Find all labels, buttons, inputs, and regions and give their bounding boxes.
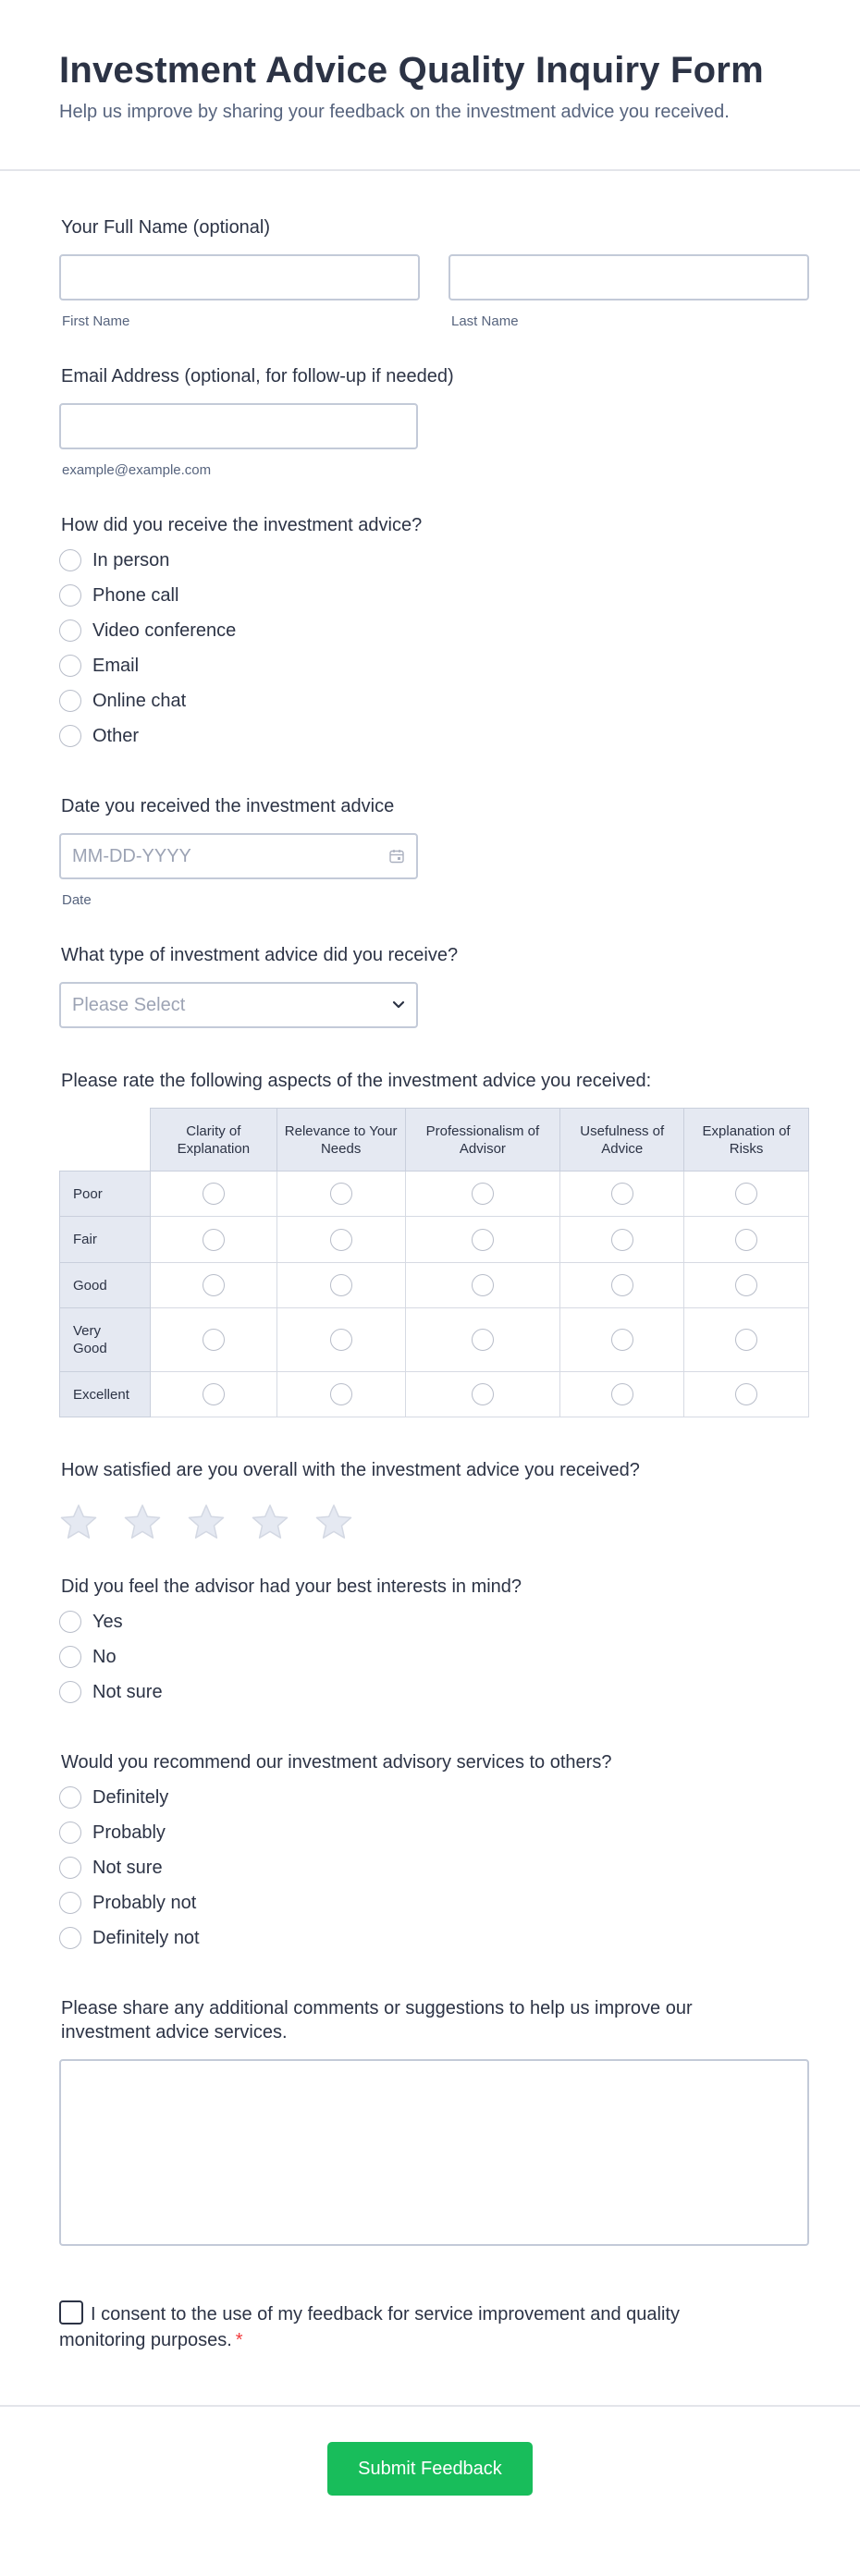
- matrix-radio[interactable]: [611, 1183, 633, 1205]
- radio-option[interactable]: [59, 1674, 809, 1710]
- full-name-label: Your Full Name (optional): [61, 217, 271, 238]
- matrix-column-header: Explanation of Risks: [684, 1109, 809, 1171]
- radio-circle[interactable]: [59, 725, 81, 747]
- required-mark: *: [235, 2330, 243, 2350]
- matrix-cell[interactable]: [405, 1217, 560, 1263]
- matrix-radio[interactable]: [472, 1329, 494, 1351]
- matrix-radio[interactable]: [330, 1274, 352, 1296]
- satisfaction-section: [59, 1417, 809, 1541]
- matrix-radio[interactable]: [472, 1274, 494, 1296]
- matrix-radio[interactable]: [330, 1229, 352, 1251]
- form-header: [0, 0, 860, 171]
- comments-textarea[interactable]: [59, 2059, 809, 2246]
- star-icon[interactable]: [187, 1503, 226, 1541]
- matrix-cell[interactable]: [150, 1217, 276, 1263]
- consent-section: [59, 2246, 809, 2353]
- radio-option-label: Probably: [92, 1822, 166, 1843]
- radio-option-label: In person: [92, 549, 170, 570]
- matrix-cell[interactable]: [560, 1308, 684, 1372]
- radio-option-label: No: [92, 1646, 117, 1667]
- radio-circle[interactable]: [59, 690, 81, 712]
- radio-option[interactable]: [59, 683, 809, 718]
- star-icon[interactable]: [314, 1503, 353, 1541]
- radio-option[interactable]: [59, 1920, 809, 1956]
- advice-type-select[interactable]: [59, 982, 418, 1028]
- chevron-down-icon: [392, 1000, 405, 1010]
- matrix-row: [60, 1217, 809, 1263]
- matrix-row-header: Excellent: [60, 1372, 151, 1417]
- matrix-row: [60, 1171, 809, 1217]
- radio-option[interactable]: [59, 613, 809, 648]
- matrix-cell[interactable]: [684, 1217, 809, 1263]
- matrix-cell[interactable]: [150, 1308, 276, 1372]
- radio-option[interactable]: [59, 578, 809, 613]
- radio-circle[interactable]: [59, 1857, 81, 1879]
- radio-circle[interactable]: [59, 1646, 81, 1668]
- matrix-radio[interactable]: [203, 1183, 225, 1205]
- radio-circle[interactable]: [59, 549, 81, 571]
- radio-option-label: Online chat: [92, 690, 187, 711]
- matrix-cell[interactable]: [276, 1171, 405, 1217]
- matrix-cell[interactable]: [684, 1171, 809, 1217]
- comments-section: [59, 1956, 809, 2246]
- best-interest-options: [59, 1604, 809, 1710]
- radio-option-label: Video conference: [92, 619, 237, 641]
- form-body: [0, 171, 860, 2353]
- advice-type-placeholder: Please Select: [72, 994, 186, 1015]
- email-input[interactable]: [59, 403, 418, 449]
- email-sublabel: example@example.com: [62, 462, 212, 478]
- matrix-radio[interactable]: [330, 1183, 352, 1205]
- radio-circle[interactable]: [59, 1927, 81, 1949]
- submit-button[interactable]: Submit Feedback: [327, 2442, 533, 2496]
- matrix-radio[interactable]: [203, 1329, 225, 1351]
- matrix-radio[interactable]: [203, 1274, 225, 1296]
- matrix-cell[interactable]: [405, 1308, 560, 1372]
- rating-label: Please rate the following aspects of the investment advice you received:: [61, 1071, 652, 1091]
- radio-option[interactable]: [59, 1604, 809, 1639]
- matrix-row-header: Fair: [60, 1217, 151, 1263]
- matrix-cell[interactable]: [150, 1171, 276, 1217]
- first-name-input[interactable]: [59, 254, 420, 301]
- matrix-cell[interactable]: [684, 1263, 809, 1308]
- matrix-radio[interactable]: [472, 1229, 494, 1251]
- date-section: [59, 754, 809, 908]
- consent-checkbox[interactable]: [59, 2300, 83, 2325]
- matrix-radio[interactable]: [735, 1329, 757, 1351]
- matrix-corner: [60, 1109, 151, 1171]
- recommend-options: [59, 1780, 809, 1956]
- radio-circle[interactable]: [59, 1611, 81, 1633]
- date-input[interactable]: [59, 833, 418, 879]
- matrix-row-header: Poor: [60, 1171, 151, 1217]
- matrix-radio[interactable]: [611, 1329, 633, 1351]
- radio-option-label: Probably not: [92, 1892, 197, 1913]
- form-footer: [0, 2405, 860, 2544]
- matrix-column-header: Clarity of Explanation: [150, 1109, 276, 1171]
- best-interest-label: Did you feel the advisor had your best interests in mind?: [61, 1576, 522, 1597]
- matrix-column-header: Relevance to Your Needs: [276, 1109, 405, 1171]
- recommend-label: Would you recommend our investment advisory services to others?: [61, 1752, 612, 1773]
- consent-row: [59, 2300, 762, 2353]
- matrix-cell[interactable]: [276, 1217, 405, 1263]
- matrix-cell[interactable]: [150, 1263, 276, 1308]
- received-via-options: [59, 543, 809, 754]
- form-title: Investment Advice Quality Inquiry Form: [59, 50, 764, 91]
- radio-circle[interactable]: [59, 619, 81, 642]
- matrix-radio[interactable]: [735, 1183, 757, 1205]
- last-name-sublabel: Last Name: [451, 313, 519, 329]
- date-placeholder: MM-DD-YYYY: [72, 845, 191, 866]
- matrix-cell[interactable]: [405, 1171, 560, 1217]
- received-via-section: [59, 478, 809, 754]
- matrix-column-header: Usefulness of Advice: [560, 1109, 684, 1171]
- advice-type-section: [59, 908, 809, 1028]
- radio-option[interactable]: [59, 1815, 809, 1850]
- radio-option[interactable]: [59, 1780, 809, 1815]
- matrix-cell[interactable]: [560, 1372, 684, 1417]
- matrix-cell[interactable]: [560, 1217, 684, 1263]
- radio-circle[interactable]: [59, 655, 81, 677]
- radio-option-label: Email: [92, 655, 140, 676]
- matrix-radio[interactable]: [203, 1383, 225, 1405]
- matrix-cell[interactable]: [560, 1171, 684, 1217]
- calendar-icon[interactable]: [388, 848, 405, 865]
- matrix-cell[interactable]: [405, 1263, 560, 1308]
- email-label: Email Address (optional, for follow-up if needed): [61, 366, 454, 386]
- radio-option-label: Phone call: [92, 584, 179, 606]
- matrix-row-header: Good: [60, 1263, 151, 1308]
- matrix-radio[interactable]: [330, 1383, 352, 1405]
- radio-option-label: Definitely: [92, 1786, 169, 1808]
- radio-option[interactable]: [59, 1639, 809, 1674]
- star-icon[interactable]: [59, 1503, 98, 1541]
- matrix-radio[interactable]: [735, 1383, 757, 1405]
- matrix-cell[interactable]: [684, 1372, 809, 1417]
- date-sublabel: Date: [62, 892, 92, 908]
- radio-option-label: Not sure: [92, 1857, 163, 1878]
- matrix-radio[interactable]: [611, 1274, 633, 1296]
- radio-option[interactable]: [59, 648, 809, 683]
- radio-option-label: Yes: [92, 1611, 123, 1632]
- matrix-radio[interactable]: [203, 1229, 225, 1251]
- matrix-row-header: Very Good: [60, 1308, 151, 1372]
- radio-option[interactable]: [59, 1850, 809, 1885]
- satisfaction-label: How satisfied are you overall with the investment advice you received?: [61, 1460, 640, 1480]
- matrix-cell[interactable]: [150, 1372, 276, 1417]
- star-icon[interactable]: [123, 1503, 162, 1541]
- radio-option[interactable]: [59, 543, 809, 578]
- date-label: Date you received the investment advice: [61, 796, 395, 816]
- matrix-cell[interactable]: [276, 1263, 405, 1308]
- star-rating: [59, 1503, 809, 1541]
- matrix-radio[interactable]: [735, 1229, 757, 1251]
- matrix-radio[interactable]: [611, 1383, 633, 1405]
- radio-circle[interactable]: [59, 1681, 81, 1703]
- matrix-radio[interactable]: [472, 1183, 494, 1205]
- last-name-input[interactable]: [448, 254, 809, 301]
- comments-label: Please share any additional comments or suggestions to help us improve our investment advice services.: [61, 1998, 693, 2042]
- matrix-column-header: Professionalism of Advisor: [405, 1109, 560, 1171]
- form-subtitle: Help us improve by sharing your feedback on the investment advice you received.: [59, 102, 730, 122]
- matrix-cell[interactable]: [276, 1308, 405, 1372]
- radio-circle[interactable]: [59, 1786, 81, 1809]
- radio-circle[interactable]: [59, 1822, 81, 1844]
- radio-option[interactable]: [59, 718, 809, 754]
- matrix-radio[interactable]: [735, 1274, 757, 1296]
- email-section: [59, 329, 809, 478]
- rating-matrix: [59, 1108, 809, 1417]
- rating-section: [59, 1028, 809, 1417]
- matrix-row: [60, 1263, 809, 1308]
- first-name-sublabel: First Name: [62, 313, 130, 329]
- radio-circle[interactable]: [59, 1892, 81, 1914]
- radio-option-label: Definitely not: [92, 1927, 200, 1948]
- matrix-cell[interactable]: [560, 1263, 684, 1308]
- matrix-radio[interactable]: [611, 1229, 633, 1251]
- received-via-label: How did you receive the investment advice?: [61, 515, 423, 535]
- radio-circle[interactable]: [59, 584, 81, 607]
- matrix-row: [60, 1308, 809, 1372]
- matrix-radio[interactable]: [472, 1383, 494, 1405]
- radio-option[interactable]: [59, 1885, 809, 1920]
- matrix-cell[interactable]: [405, 1372, 560, 1417]
- advice-type-label: What type of investment advice did you receive?: [61, 945, 459, 965]
- consent-text: I consent to the use of my feedback for service improvement and quality monitoring purposes.: [59, 2304, 680, 2350]
- matrix-cell[interactable]: [684, 1308, 809, 1372]
- recommend-section: [59, 1710, 809, 1956]
- radio-option-label: Other: [92, 725, 140, 746]
- matrix-cell[interactable]: [276, 1372, 405, 1417]
- star-icon[interactable]: [251, 1503, 289, 1541]
- radio-option-label: Not sure: [92, 1681, 163, 1702]
- full-name-section: [59, 171, 809, 329]
- best-interest-section: [59, 1541, 809, 1710]
- matrix-radio[interactable]: [330, 1329, 352, 1351]
- matrix-row: [60, 1372, 809, 1417]
